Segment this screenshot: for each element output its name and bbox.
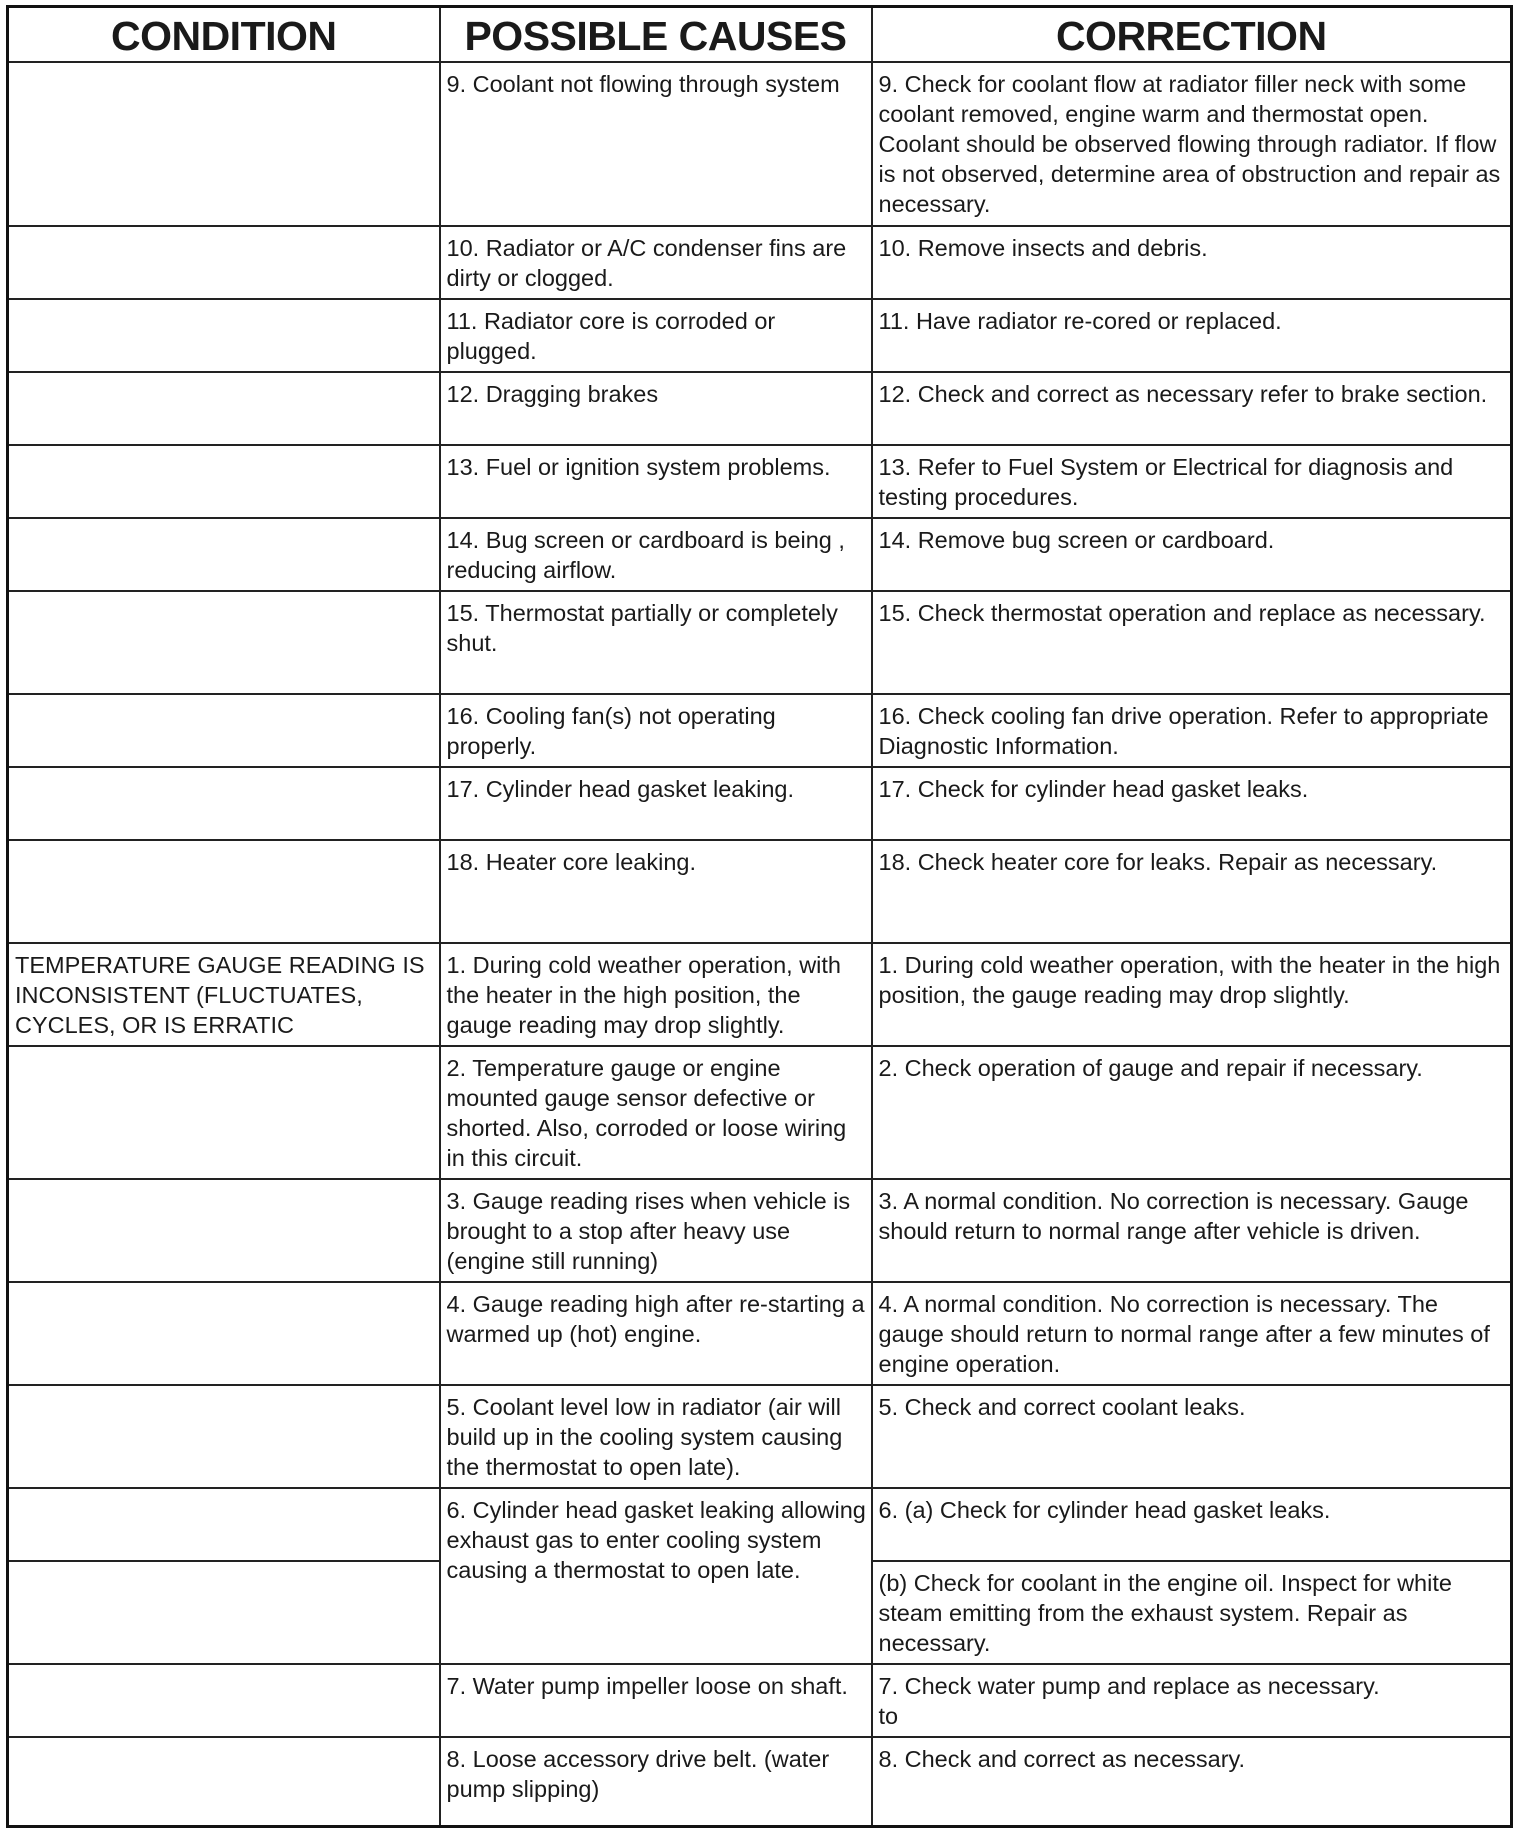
table-row [8,694,1512,767]
condition-cell [8,1737,440,1827]
table-row [8,445,1512,518]
table-row [8,1179,1512,1282]
correction-cell: 11. Have radiator re-cored or replaced. [872,299,1512,372]
cause-cell: 3. Gauge reading rises when vehicle is brought to a stop after heavy use (engine still running) [440,1179,872,1282]
table-row [8,840,1512,943]
correction-cell: 10. Remove insects and debris. [872,226,1512,299]
correction-cell: 17. Check for cylinder head gasket leaks. [872,767,1512,840]
table-row [8,372,1512,445]
correction-cell: 9. Check for coolant flow at radiator filler neck with some coolant removed, engine warm and thermostat open. Coolant should be observed flowing through radiator. If flow is not observed, determine area of obstruction and repair as necessary. [872,62,1512,226]
cause-cell: 17. Cylinder head gasket leaking. [440,767,872,840]
condition-cell [8,1561,440,1664]
table-row [8,1664,1512,1737]
correction-cell: 6. (a) Check for cylinder head gasket leaks. [872,1488,1512,1561]
condition-cell [8,372,440,445]
condition-cell [8,694,440,767]
condition-cell [8,1488,440,1561]
condition-cell [8,591,440,694]
diagnosis-table [6,5,1513,1828]
correction-cell: 7. Check water pump and replace as necessary. to [872,1664,1512,1737]
condition-cell [8,1385,440,1488]
condition-cell [8,445,440,518]
correction-cell: 12. Check and correct as necessary refer to brake section. [872,372,1512,445]
cause-cell: 1. During cold weather operation, with the heater in the high position, the gauge reading may drop slightly. [440,943,872,1046]
table-row [8,1282,1512,1385]
condition-cell [8,1282,440,1385]
correction-cell: 1. During cold weather operation, with the heater in the high position, the gauge reading may drop slightly. [872,943,1512,1046]
condition-header: CONDITION [8,7,440,62]
correction-cell: 13. Refer to Fuel System or Electrical for diagnosis and testing procedures. [872,445,1512,518]
correction-cell: 5. Check and correct coolant leaks. [872,1385,1512,1488]
cause-cell: 8. Loose accessory drive belt. (water pump slipping) [440,1737,872,1827]
condition-cell: TEMPERATURE GAUGE READING IS INCONSISTENT (FLUCTUATES, CYCLES, OR IS ERRATIC [8,943,440,1046]
cause-cell: 13. Fuel or ignition system problems. [440,445,872,518]
correction-cell: 4. A normal condition. No correction is necessary. The gauge should return to normal range after a few minutes of engine operation. [872,1282,1512,1385]
table-row [8,1046,1512,1179]
cause-cell: 11. Radiator core is corroded or plugged. [440,299,872,372]
table-row [8,1737,1512,1827]
condition-cell [8,1046,440,1179]
header-row [8,7,1512,62]
cause-cell: 5. Coolant level low in radiator (air will build up in the cooling system causing the thermostat to open late). [440,1385,872,1488]
table-row [8,1488,1512,1561]
table-row [8,518,1512,591]
cause-cell: 4. Gauge reading high after re-starting a warmed up (hot) engine. [440,1282,872,1385]
correction-cell: 2. Check operation of gauge and repair if necessary. [872,1046,1512,1179]
condition-cell [8,1664,440,1737]
correction-cell: 14. Remove bug screen or cardboard. [872,518,1512,591]
correction-cell: 8. Check and correct as necessary. [872,1737,1512,1827]
correction-cell: 15. Check thermostat operation and replace as necessary. [872,591,1512,694]
cause-cell: 7. Water pump impeller loose on shaft. [440,1664,872,1737]
document-page [6,5,1510,1833]
table-row [8,299,1512,372]
table-row [8,1385,1512,1488]
cause-cell: 10. Radiator or A/C condenser fins are dirty or clogged. [440,226,872,299]
condition-cell [8,62,440,226]
table-row [8,226,1512,299]
cause-cell: 16. Cooling fan(s) not operating properly. [440,694,872,767]
cause-cell: 18. Heater core leaking. [440,840,872,943]
table-row [8,767,1512,840]
correction-header: CORRECTION [872,7,1512,62]
condition-cell [8,299,440,372]
table-row [8,591,1512,694]
table-row [8,943,1512,1046]
correction-cell: (b) Check for coolant in the engine oil. Inspect for white steam emitting from the exhaust system. Repair as necessary. [872,1561,1512,1664]
table-row [8,62,1512,226]
correction-cell: 18. Check heater core for leaks. Repair as necessary. [872,840,1512,943]
cause-cell: 9. Coolant not flowing through system [440,62,872,226]
condition-cell [8,840,440,943]
cause-cell: 15. Thermostat partially or completely shut. [440,591,872,694]
condition-cell [8,226,440,299]
correction-cell: 3. A normal condition. No correction is necessary. Gauge should return to normal range after vehicle is driven. [872,1179,1512,1282]
condition-cell [8,767,440,840]
condition-cell [8,1179,440,1282]
condition-cell [8,518,440,591]
cause-cell: 12. Dragging brakes [440,372,872,445]
possible-causes-header: POSSIBLE CAUSES [440,7,872,62]
cause-cell: 2. Temperature gauge or engine mounted gauge sensor defective or shorted. Also, corroded or loose wiring in this circuit. [440,1046,872,1179]
cause-cell: 14. Bug screen or cardboard is being , reducing airflow. [440,518,872,591]
cause-cell: 6. Cylinder head gasket leaking allowing exhaust gas to enter cooling system causing a thermostat to open late. [440,1488,872,1664]
correction-cell: 16. Check cooling fan drive operation. Refer to appropriate Diagnostic Information. [872,694,1512,767]
